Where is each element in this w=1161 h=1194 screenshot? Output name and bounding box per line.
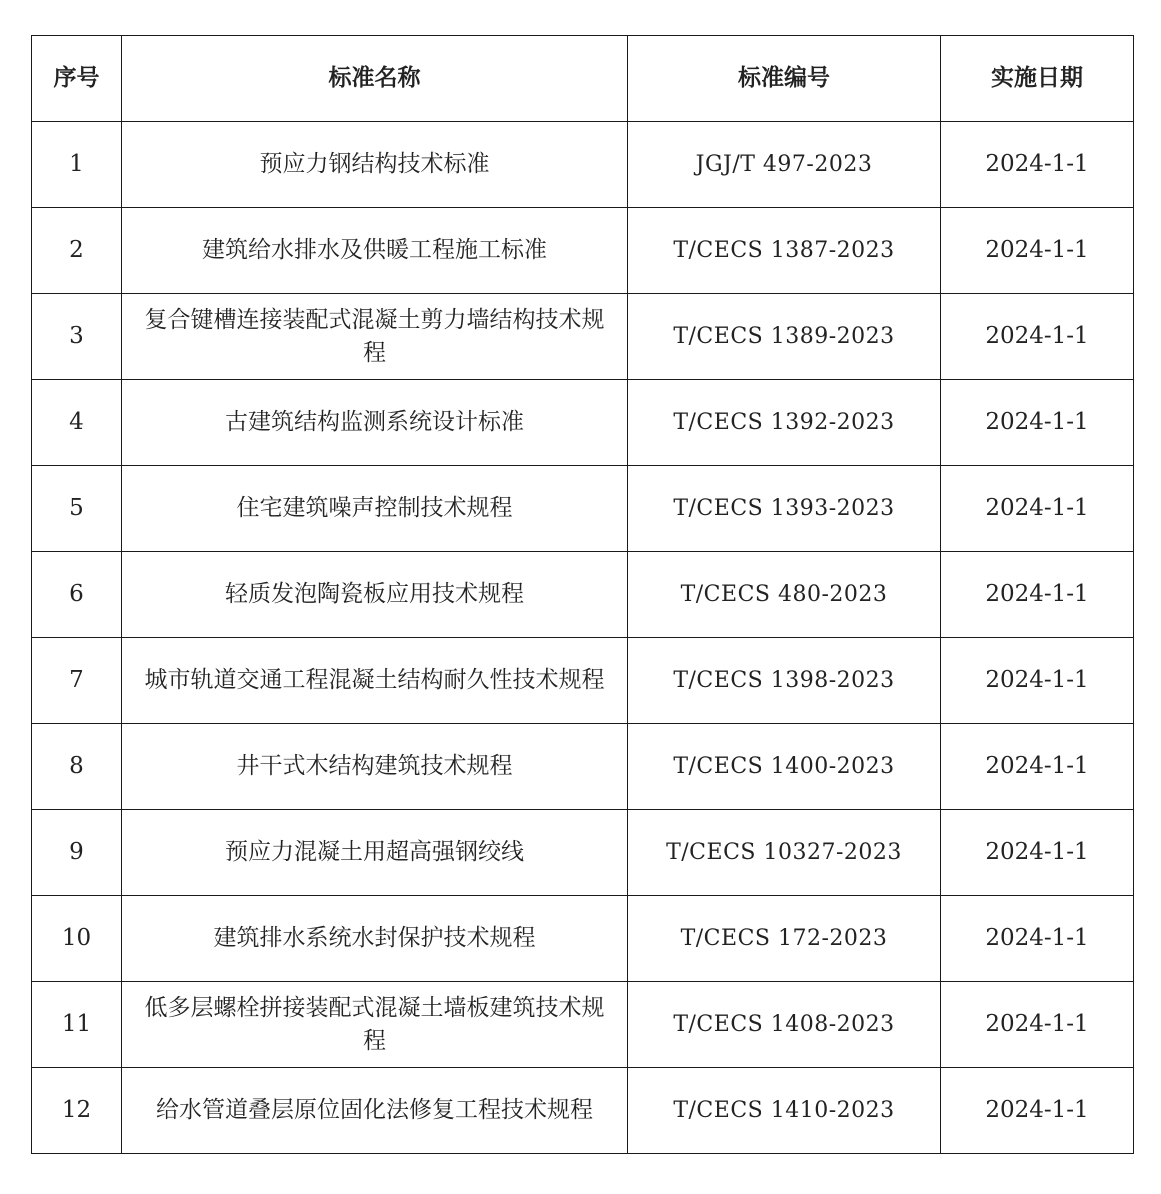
cell-name: 预应力混凝土用超高强钢绞线 xyxy=(122,810,628,896)
cell-index: 1 xyxy=(32,122,122,208)
cell-date: 2024-1-1 xyxy=(941,724,1134,810)
cell-name: 住宅建筑噪声控制技术规程 xyxy=(122,466,628,552)
cell-code: T/CECS 1408-2023 xyxy=(628,982,941,1068)
header-date: 实施日期 xyxy=(941,36,1134,122)
cell-date: 2024-1-1 xyxy=(941,638,1134,724)
cell-index: 9 xyxy=(32,810,122,896)
standards-table xyxy=(31,35,1134,1154)
cell-name: 建筑排水系统水封保护技术规程 xyxy=(122,896,628,982)
cell-code: T/CECS 1387-2023 xyxy=(628,208,941,294)
cell-name: 建筑给水排水及供暖工程施工标准 xyxy=(122,208,628,294)
cell-code: T/CECS 1400-2023 xyxy=(628,724,941,810)
cell-index: 12 xyxy=(32,1068,122,1154)
cell-index: 5 xyxy=(32,466,122,552)
table-row xyxy=(32,724,1134,810)
cell-name: 轻质发泡陶瓷板应用技术规程 xyxy=(122,552,628,638)
cell-date: 2024-1-1 xyxy=(941,208,1134,294)
cell-code: T/CECS 1392-2023 xyxy=(628,380,941,466)
cell-name: 井干式木结构建筑技术规程 xyxy=(122,724,628,810)
cell-date: 2024-1-1 xyxy=(941,122,1134,208)
cell-code: T/CECS 172-2023 xyxy=(628,896,941,982)
cell-code: T/CECS 1410-2023 xyxy=(628,1068,941,1154)
cell-name: 复合键槽连接装配式混凝土剪力墙结构技术规程 xyxy=(122,294,628,380)
cell-code: T/CECS 480-2023 xyxy=(628,552,941,638)
cell-date: 2024-1-1 xyxy=(941,982,1134,1068)
table-row xyxy=(32,122,1134,208)
table-header-row xyxy=(32,36,1134,122)
cell-index: 2 xyxy=(32,208,122,294)
cell-name: 古建筑结构监测系统设计标准 xyxy=(122,380,628,466)
cell-index: 3 xyxy=(32,294,122,380)
cell-date: 2024-1-1 xyxy=(941,294,1134,380)
cell-code: T/CECS 10327-2023 xyxy=(628,810,941,896)
table-row xyxy=(32,810,1134,896)
cell-index: 6 xyxy=(32,552,122,638)
cell-date: 2024-1-1 xyxy=(941,810,1134,896)
cell-code: T/CECS 1398-2023 xyxy=(628,638,941,724)
cell-date: 2024-1-1 xyxy=(941,380,1134,466)
cell-code: T/CECS 1389-2023 xyxy=(628,294,941,380)
table-row xyxy=(32,380,1134,466)
cell-name: 给水管道叠层原位固化法修复工程技术规程 xyxy=(122,1068,628,1154)
cell-code: T/CECS 1393-2023 xyxy=(628,466,941,552)
cell-code: JGJ/T 497-2023 xyxy=(628,122,941,208)
header-name: 标准名称 xyxy=(122,36,628,122)
table-row xyxy=(32,208,1134,294)
cell-date: 2024-1-1 xyxy=(941,1068,1134,1154)
table-row xyxy=(32,466,1134,552)
table-row xyxy=(32,1068,1134,1154)
cell-date: 2024-1-1 xyxy=(941,896,1134,982)
cell-date: 2024-1-1 xyxy=(941,552,1134,638)
table-row xyxy=(32,294,1134,380)
cell-index: 11 xyxy=(32,982,122,1068)
header-index: 序号 xyxy=(32,36,122,122)
header-code: 标准编号 xyxy=(628,36,941,122)
table-row xyxy=(32,896,1134,982)
cell-name: 预应力钢结构技术标准 xyxy=(122,122,628,208)
cell-index: 4 xyxy=(32,380,122,466)
table-row xyxy=(32,638,1134,724)
cell-name: 城市轨道交通工程混凝土结构耐久性技术规程 xyxy=(122,638,628,724)
cell-name: 低多层螺栓拼接装配式混凝土墙板建筑技术规程 xyxy=(122,982,628,1068)
cell-index: 10 xyxy=(32,896,122,982)
table-row xyxy=(32,552,1134,638)
cell-index: 8 xyxy=(32,724,122,810)
table-row xyxy=(32,982,1134,1068)
cell-date: 2024-1-1 xyxy=(941,466,1134,552)
cell-index: 7 xyxy=(32,638,122,724)
